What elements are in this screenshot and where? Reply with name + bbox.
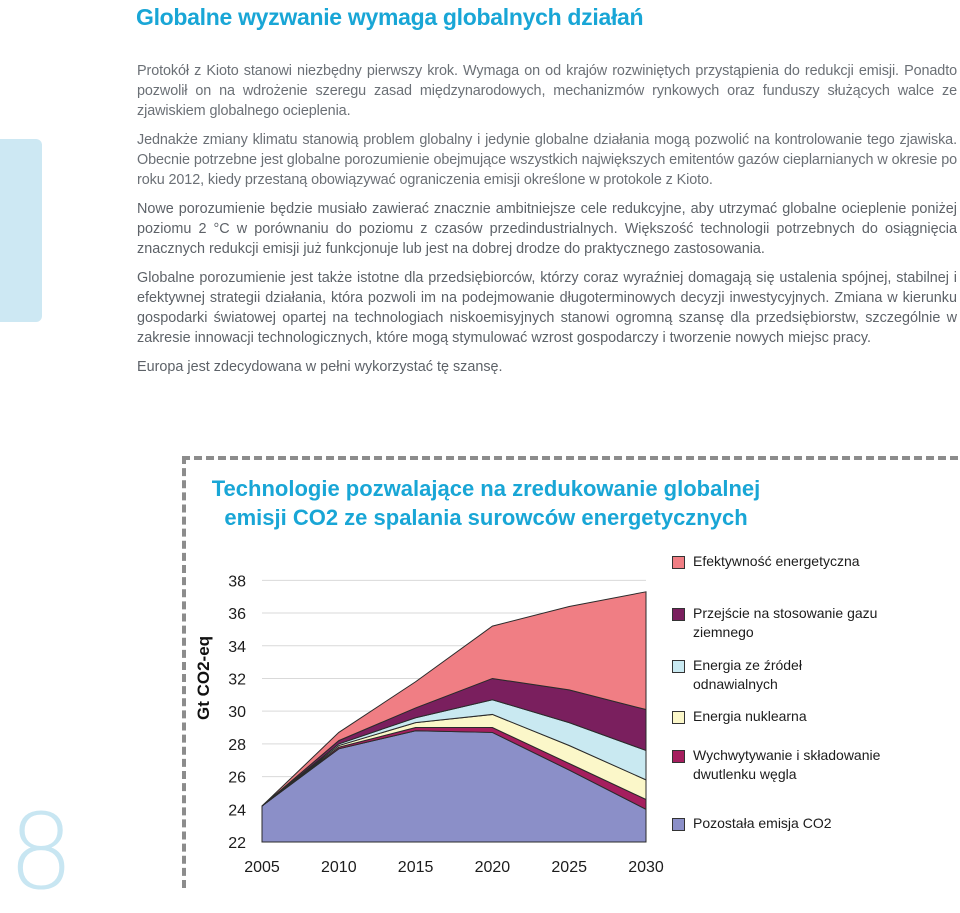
legend-item: [672, 604, 883, 642]
legend-swatch: [672, 556, 685, 569]
side-tab-decoration: [0, 139, 42, 322]
y-axis-label: Gt CO2-eq: [194, 635, 213, 720]
legend-label: Przejście na stosowanie gazu ziemnego: [693, 605, 878, 640]
legend-label: Wychwytywanie i składowanie dwutlenku węgla: [693, 747, 881, 782]
x-tick-label: 2030: [628, 859, 664, 876]
legend-swatch: [672, 711, 685, 724]
y-tick-label: 36: [228, 606, 246, 624]
y-tick-label: 30: [228, 704, 246, 722]
chart-title-line-2: emisji CO2 ze spalania surowców energetycznych: [224, 505, 748, 530]
y-tick-label: 34: [228, 638, 246, 656]
legend-label: Energia ze źródeł odnawialnych: [693, 657, 802, 692]
y-tick-label: 24: [228, 802, 246, 820]
x-tick-label: 2020: [474, 859, 511, 876]
legend-swatch: [672, 818, 685, 831]
page-number: 8: [8, 791, 75, 913]
x-tick-label: 2005: [244, 859, 280, 876]
legend-label: Pozostała emisja CO2: [693, 815, 832, 831]
x-tick-label: 2025: [551, 859, 587, 876]
legend-label: Efektywność energetyczna: [693, 553, 860, 569]
body-text: [137, 61, 957, 386]
chart-frame: [182, 456, 958, 888]
legend-swatch: [672, 608, 685, 621]
paragraph-2: Jednakże zmiany klimatu stanowią problem globalny i jedynie globalne działania mogą pozwolić na kontrolowanie tego zjawiska. Obecnie potrzebne jest globalne porozumienie obejmujące wszystkich największych emitentów gazów cieplarnianych w okresie po roku 2012, kiedy przestaną obowiązywać ograniczenia emisji określone w protokole z Kioto.: [137, 132, 957, 188]
y-tick-label: 32: [228, 671, 246, 689]
legend-swatch: [672, 660, 685, 673]
paragraph-3: Nowe porozumienie będzie musiało zawierać znacznie ambitniejsze cele redukcyjne, aby utrzymać globalne ocieplenie poniżej poziomu 2 °C w porównaniu do poziomu z czasów przedindustrialnych. Większość technologii potrzebnych do osiągnięcia znacznych redukcji emisji już funkcjonuje lub jest na dobrej drodze do praktycznego zastosowania.: [137, 201, 957, 257]
legend-item: [672, 552, 883, 571]
y-tick-label: 26: [228, 769, 246, 787]
y-tick-label: 38: [228, 573, 246, 591]
x-tick-label: 2015: [397, 859, 434, 876]
chart-title-line-1: Technologie pozwalające na zredukowanie globalnej: [211, 476, 761, 501]
legend-label: Energia nuklearna: [693, 708, 807, 724]
page-title: Globalne wyzwanie wymaga globalnych działań: [136, 4, 644, 30]
y-tick-label: 28: [228, 736, 246, 754]
paragraph-1: Protokół z Kioto stanowi niezbędny pierwszy krok. Wymaga on od krajów rozwiniętych przystąpienia do redukcji emisji. Ponadto pozwolił on na wdrożenie szeregu zasad międzynarodowych, mechanizmów rynkowych oraz funduszy służących walce ze zjawiskiem globalnego ocieplenia.: [137, 63, 957, 119]
legend-swatch: [672, 750, 685, 763]
y-tick-label: 22: [228, 835, 246, 852]
legend-item: [672, 707, 933, 726]
paragraph-4: Globalne porozumienie jest także istotne dla przedsiębiorców, którzy coraz wyraźniej domagają się ustalenia spójnej, stabilnej i efektywnej strategii działania, która pozwoli im na podejmowanie długoterminowych decyzji inwestycyjnych. Zmiana w kierunku gospodarki światowej opartej na technologiach niskoemisyjnych stanowi ogromną szansę dla przedsiębiorstw, szczególnie w zakresie innowacji technologicznych, które mogą stymulować wzrost gospodarczy i tworzenie nowych miejsc pracy.: [137, 270, 957, 346]
legend-item: [672, 656, 883, 694]
paragraph-5: Europa jest zdecydowana w pełni wykorzystać tę szansę.: [137, 359, 503, 375]
x-tick-label: 2010: [321, 859, 357, 876]
legend-item: [672, 746, 883, 784]
legend-item: [672, 814, 933, 833]
